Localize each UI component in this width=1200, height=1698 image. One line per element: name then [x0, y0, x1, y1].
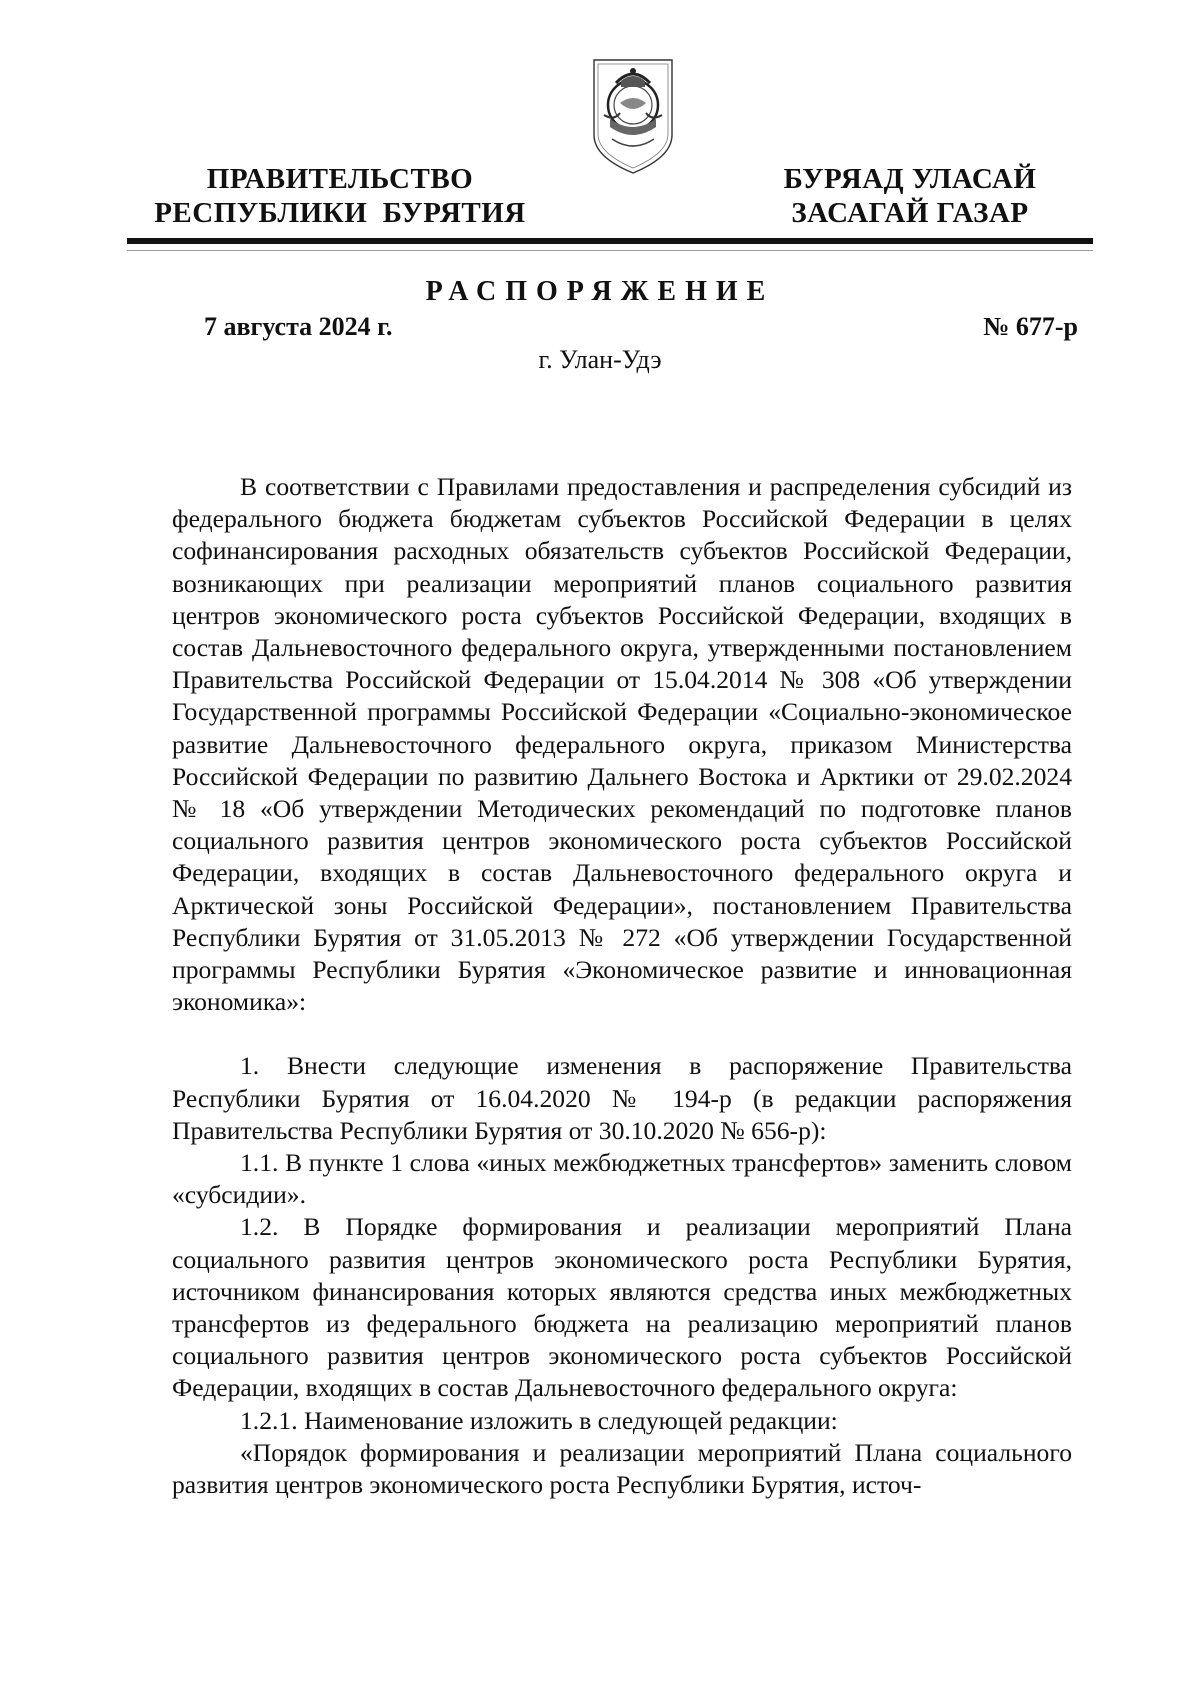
quoted-title-paragraph: «Порядок формирования и реализации мероприятий Плана социального развития центров экономического роста Республики Бурятия, источ- [172, 1437, 1072, 1500]
item-1-paragraph: 1. Внести следующие изменения в распоряжение Правительства Республики Бурятия от 16.04.2020 № 194-р (в редакции распоряжения Правительства Республики Бурятия от 30.10.2020 № 656-р): [172, 1051, 1072, 1145]
preamble-paragraph: В соответствии с Правилами предоставления и распределения субсидий из федерального бюджета бюджетам субъектов Российской Федерации в целях софинансирования расходных обязательств субъектов Российской Федерации, возникающих при реализации мероприятий планов социального развития центров экономического роста субъектов Российской Федерации, входящих в состав Дальневосточного федерального округа, утвержденными постановлением Правительства Российской Федерации от 15.04.2014 № 308 «Об утверждении Государственной программы Российской Федерации «Социально-экономическое развитие Дальневосточного федерального округа, приказом Министерства Российской Федерации по развитию Дальнего Востока и Арктики от 29.02.2024 № 18 «Об утверждении Методических рекомендаций по подготовке планов социального развития центров экономического роста субъектов Российской Федерации, входящих в состав Дальневосточного федерального округа и Арктической зоны Российской Федерации», постановлением Правительства Республики Бурятия от 31.05.2013 № 272 «Об утверждении Государственной программы Республики Бурятия «Экономическое развитие и инновационная экономика»: [172, 472, 1072, 1017]
header-right-line2: ЗАСАГАЙ ГАЗАР [791, 197, 1029, 229]
header-divider-thin [127, 250, 1093, 251]
header-left-block [150, 162, 530, 230]
coat-of-arms-emblem [590, 57, 676, 175]
document-date: 7 августа 2024 г. [204, 312, 393, 341]
header-left-line2: РЕСПУБЛИКИ БУРЯТИЯ [154, 197, 526, 229]
document-type-title: РАСПОРЯЖЕНИЕ [425, 276, 775, 307]
document-body [172, 471, 1072, 1501]
header-divider-thick [127, 238, 1093, 244]
item-1-2-paragraph: 1.2. В Порядке формирования и реализации мероприятий Плана социального развития центров экономического роста Республики Бурятия, источником финансирования которых являются средства иных межбюджетных трансфертов из федерального бюджета на реализацию мероприятий планов социального развития центров экономического роста субъектов Российской Федерации, входящих в состав Дальневосточного федерального округа: [172, 1212, 1072, 1403]
header-right-line1: БУРЯАД УЛАСАЙ [783, 163, 1037, 195]
item-1-1-paragraph: 1.1. В пункте 1 слова «иных межбюджетных трансфертов» заменить словом «субсидии». [172, 1148, 1072, 1210]
header-right-block [760, 162, 1060, 230]
header-left-line1: ПРАВИТЕЛЬСТВО [206, 163, 474, 195]
document-city: г. Улан-Удэ [538, 345, 662, 374]
document-number: № 677-р [983, 312, 1078, 341]
item-1-2-1-paragraph: 1.2.1. Наименование изложить в следующей редакции: [240, 1405, 838, 1435]
